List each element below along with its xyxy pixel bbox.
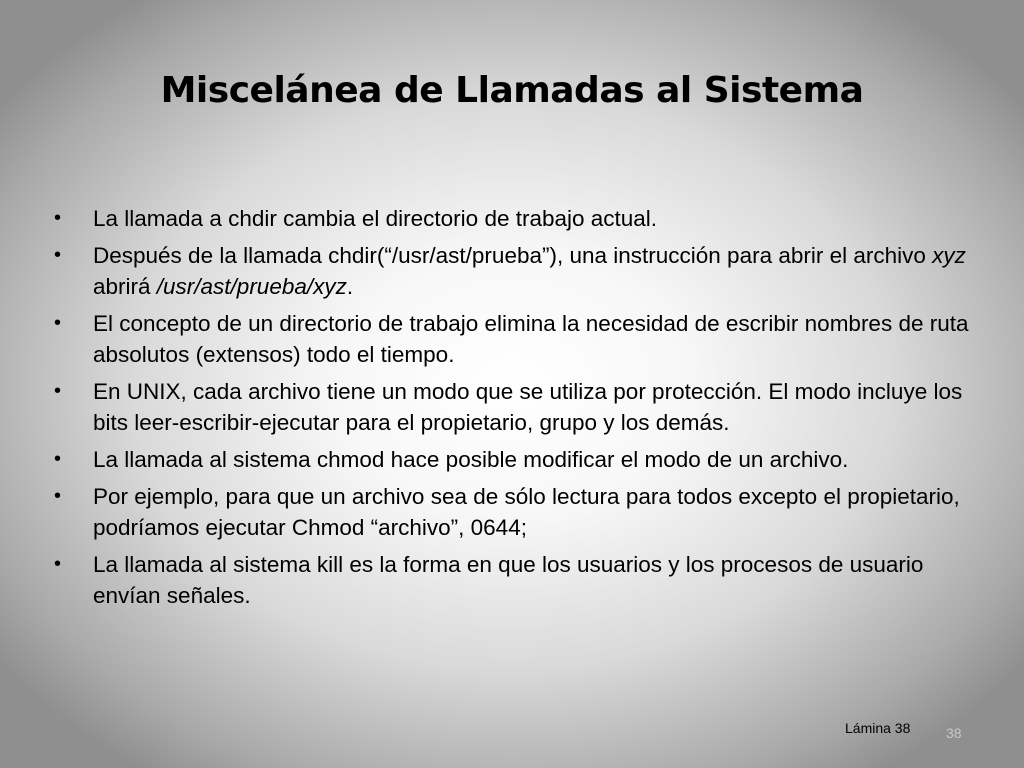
bullet-dot-icon: • — [54, 207, 62, 229]
slide-number: 38 — [946, 725, 962, 741]
bullet-text: El concepto de un directorio de trabajo elimina la necesidad de escribir nombres de ruta absolutos (extensos) todo el tiempo. — [93, 311, 969, 367]
slide-title: Miscelánea de Llamadas al Sistema — [160, 70, 864, 111]
bullet-text: . — [346, 274, 354, 299]
bullet-text: La llamada al sistema chmod hace posible modificar el modo de un archivo. — [93, 447, 849, 472]
bullet-text: abrirá — [93, 274, 157, 299]
bullet-list — [52, 203, 972, 617]
bullet-item — [52, 549, 972, 611]
bullet-text: Por ejemplo, para que un archivo sea de sólo lectura para todos excepto el propietario, podríamos ejecutar Chmod “archivo”, 0644; — [93, 484, 960, 540]
bullet-dot-icon: • — [54, 448, 62, 470]
bullet-dot-icon: • — [54, 380, 62, 402]
bullet-item — [52, 308, 972, 370]
bullet-text-italic: xyz — [932, 243, 966, 268]
bullet-dot-icon: • — [54, 485, 62, 507]
bullet-item — [52, 376, 972, 438]
bullet-item — [52, 203, 972, 234]
bullet-text: La llamada a chdir cambia el directorio de trabajo actual. — [93, 206, 658, 231]
bullet-dot-icon: • — [54, 553, 62, 575]
bullet-dot-icon: • — [54, 244, 62, 266]
bullet-text: Después de la llamada chdir(“/usr/ast/prueba”), una instrucción para abrir el archivo — [93, 243, 933, 268]
bullet-text-italic: /usr/ast/prueba/xyz — [156, 274, 347, 299]
bullet-text: La llamada al sistema kill es la forma en que los usuarios y los procesos de usuario envían señales. — [93, 552, 924, 608]
bullet-item — [52, 481, 972, 543]
bullet-dot-icon: • — [54, 312, 62, 334]
bullet-item — [52, 444, 972, 475]
slide-footer: Lámina 38 — [845, 720, 911, 736]
bullet-item — [52, 240, 972, 302]
bullet-text: En UNIX, cada archivo tiene un modo que se utiliza por protección. El modo incluye los bits leer-escribir-ejecutar para el propietario, grupo y los demás. — [93, 379, 963, 435]
